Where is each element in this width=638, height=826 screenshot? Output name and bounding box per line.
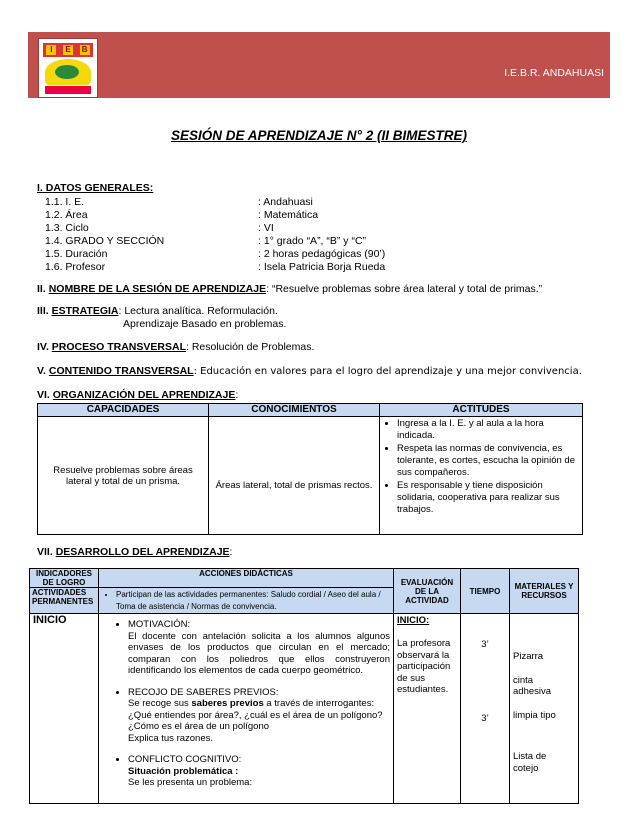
session-title: SESIÓN DE APRENDIZAJE N° 2 (II BIMESTRE) — [171, 128, 467, 143]
materiales-cell: Pizarra cinta adhesiva limpia tipo Lista de cotejo — [510, 614, 579, 804]
header-banner — [28, 32, 610, 98]
header-actividades: ACTIVIDADES PERMANENTES — [30, 588, 99, 614]
transversal-process-line: IV. PROCESO TRANSVERSAL: Resolución de Problemas. — [37, 341, 315, 353]
general-label: 1.5. Duración — [45, 248, 108, 260]
general-label: 1.3. Ciclo — [45, 222, 89, 234]
header-evaluacion: EVALUACIÓN DE LA ACTIVIDAD — [394, 569, 461, 614]
general-value: : 2 horas pedagógicas (90’) — [258, 248, 386, 260]
general-value: : 1° grado “A”, “B” y “C” — [258, 235, 367, 247]
header-tiempo: TIEMPO — [461, 569, 510, 614]
permanentes-cell — [99, 588, 394, 614]
list-item: • Respeta las normas de convivencia, es tolerante, es cortes, escucha la opinión de sus compañeros. — [397, 443, 579, 479]
list-item: • Ingresa a la I. E. y al aula a la hora indicada. — [397, 418, 579, 442]
capacidad-cell: Resuelve problemas sobre áreas lateral y total de un prisma. — [38, 417, 209, 535]
development-heading: VII. DESARROLLO DEL APRENDIZAJE: — [37, 546, 233, 558]
general-label: 1.1. I. E. — [45, 196, 85, 208]
header-conocimientos: CONOCIMIENTOS — [209, 404, 380, 417]
inicio-cell: INICIO — [30, 614, 99, 804]
actitudes-cell — [380, 417, 583, 535]
general-label: 1.6. Profesor — [45, 261, 106, 273]
list-item: • MOTIVACIÓN: El docente con antelación solicita a los alumnos algunos envases de los productos que circulan en el mercado; comparan con los poliedros que ellos construyeron identificando los elementos de cada cuerpo geométrico. — [128, 619, 390, 677]
conocimiento-cell: Áreas lateral, total de prismas rectos. — [209, 417, 380, 535]
evaluacion-cell: INICIO: La profesora observará la participación de sus estudiantes. — [394, 614, 461, 804]
list-item: • Participan de las actividades permanentes: Saludo cordial / Aseo del aula / Toma de asistencia / Normas de convivencia. — [116, 589, 390, 612]
school-logo — [38, 38, 98, 98]
session-name-line: II. NOMBRE DE LA SESIÓN DE APRENDIZAJE: “Resuelve problemas sobre área lateral y total de primas.” — [37, 283, 543, 295]
list-item: • RECOJO DE SABERES PREVIOS: Se recoge sus saberes previos a través de interrogantes: ¿Qué entiendes por área?, ¿cuál es el área de un polígono? ¿Cómo es el área de un polígono Explica tus razones. — [128, 687, 390, 745]
logo-letter: B — [80, 45, 90, 55]
list-item: • Es responsable y tiene disposición solidaria, cooperativa para realizar sus trabajos. — [397, 480, 579, 516]
logo-letter: I — [46, 45, 56, 55]
strategy-line: III. ESTRATEGIA: Lectura analítica. Reformulación. — [37, 305, 278, 317]
development-table — [29, 568, 579, 804]
header-actitudes: ACTITUDES — [380, 404, 583, 417]
general-label: 1.4. GRADO Y SECCIÓN — [45, 235, 165, 247]
header-capacidades: CAPACIDADES — [38, 404, 209, 417]
tiempo-cell: 3’ 3’ — [461, 614, 510, 804]
organization-table — [37, 403, 583, 535]
strategy-line-2: Aprendizaje Basado en problemas. — [123, 318, 287, 330]
general-data-heading: I. DATOS GENERALES: — [37, 182, 154, 194]
organization-heading: VI. ORGANIZACIÓN DEL APRENDIZAJE: — [37, 389, 239, 401]
school-name: I.E.B.R. ANDAHUASI — [504, 67, 604, 79]
general-value: : Matemática — [258, 209, 319, 221]
general-label: 1.2. Área — [45, 209, 88, 221]
acciones-cell — [99, 614, 394, 804]
general-value: : VI — [258, 222, 274, 234]
transversal-content-line: V. CONTENIDO TRANSVERSAL: Educación en valores para el logro del aprendizaje y una mejor convivencia. — [37, 365, 582, 377]
header-indicadores: INDICADORES DE LOGRO — [30, 569, 99, 588]
general-value: : Andahuasi — [258, 196, 313, 208]
header-acciones: ACCIONES DIDÁCTICAS — [99, 569, 394, 588]
logo-letter: E — [63, 45, 73, 55]
general-value: : Isela Patricia Borja Rueda — [258, 261, 386, 273]
list-item: • CONFLICTO COGNITIVO: Situación problemática : Se les presenta un problema: — [128, 754, 390, 789]
header-materiales: MATERIALES Y RECURSOS — [510, 569, 579, 614]
